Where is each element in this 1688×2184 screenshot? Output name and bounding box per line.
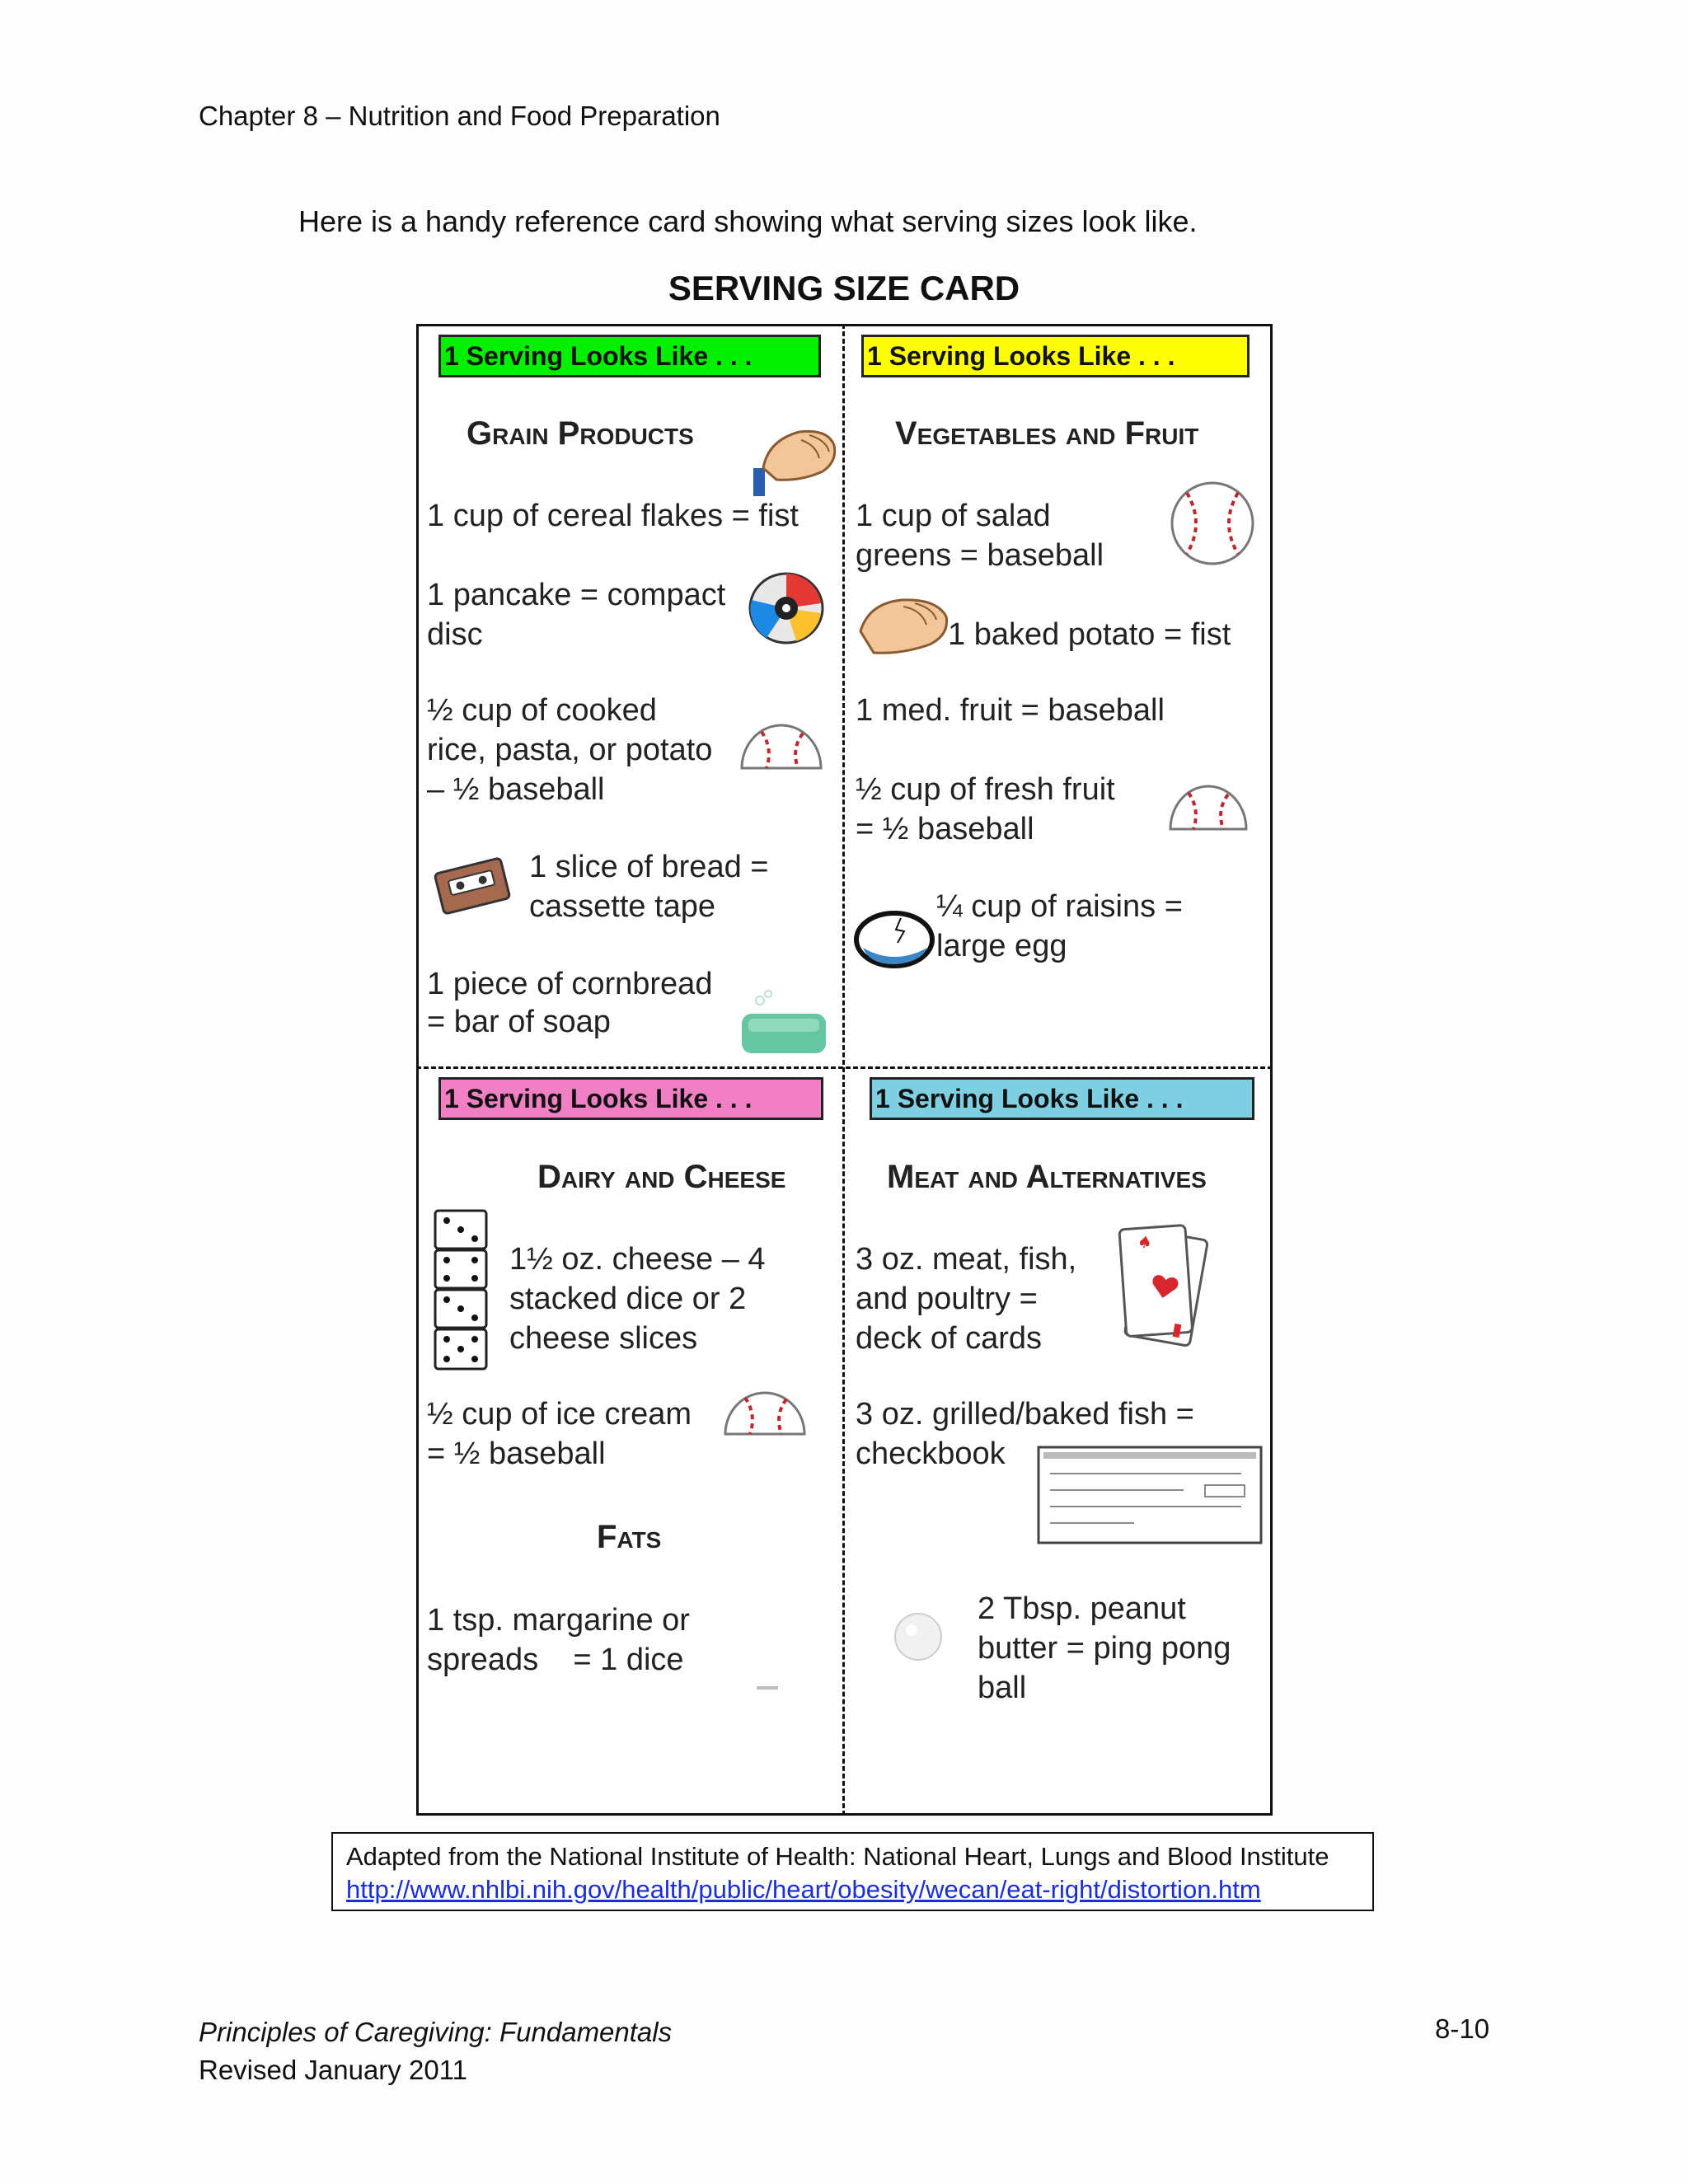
grain-item: 1 pancake = compact xyxy=(427,578,726,612)
meat-item: 3 oz. grilled/baked fish = xyxy=(856,1397,1194,1432)
grain-item: 1 slice of bread = xyxy=(529,850,769,884)
dairy-title: Dairy and Cheese xyxy=(537,1159,786,1195)
compact-disc-icon xyxy=(747,570,826,646)
dairy-item: cheese slices xyxy=(509,1321,698,1356)
grain-item: = bar of soap xyxy=(427,1005,611,1039)
page-number: 8-10 xyxy=(1435,2013,1490,2044)
meat-item: 2 Tbsp. peanut xyxy=(978,1591,1186,1626)
meat-item: butter = ping pong xyxy=(978,1631,1231,1666)
meat-item: and poultry = xyxy=(856,1282,1038,1316)
half-baseball-icon xyxy=(738,722,824,770)
svg-text:♠: ♠ xyxy=(1136,1230,1154,1254)
grain-item: – ½ baseball xyxy=(427,772,605,807)
dairy-item: stacked dice or 2 xyxy=(509,1282,747,1316)
playing-cards-icon xyxy=(1113,1224,1215,1359)
fist-icon xyxy=(752,425,839,498)
fist-icon xyxy=(856,595,951,664)
fats-item: 1 tsp. margarine or xyxy=(427,1603,690,1638)
veg-item: 1 med. fruit = baseball xyxy=(856,693,1165,728)
half-baseball-icon xyxy=(722,1390,808,1436)
vegetables-title: Vegetables and Fruit xyxy=(895,415,1199,452)
meat-item: 3 oz. meat, fish, xyxy=(856,1242,1077,1277)
grain-item: cassette tape xyxy=(529,889,716,924)
veg-item: ¼ cup of raisins = xyxy=(936,889,1183,924)
baseball-icon xyxy=(1169,480,1256,567)
meat-title: Meat and Alternatives xyxy=(887,1159,1207,1195)
soap-bar-icon xyxy=(740,989,828,1057)
meat-item: checkbook xyxy=(856,1436,1006,1471)
source-attribution: Adapted from the National Institute of Health: National Heart, Lungs and Blood Institute xyxy=(346,1842,1329,1871)
stacked-dice-icon xyxy=(430,1207,491,1374)
footer-title: Principles of Caregiving: Fundamentals xyxy=(199,2017,673,2047)
veg-item: = ½ baseball xyxy=(856,812,1034,846)
veg-item: ½ cup of fresh fruit xyxy=(856,772,1115,807)
horizontal-divider xyxy=(416,1066,1273,1069)
meat-item: ball xyxy=(978,1671,1027,1705)
banner-grain: 1 Serving Looks Like . . . xyxy=(438,335,821,377)
meat-item: deck of cards xyxy=(856,1321,1042,1356)
grain-item: disc xyxy=(427,617,483,652)
ping-pong-ball-icon xyxy=(892,1610,945,1663)
grain-item: 1 cup of cereal flakes = fist xyxy=(427,499,799,533)
vertical-divider xyxy=(842,324,845,1816)
dice-icon xyxy=(755,1685,780,1691)
grain-item: rice, pasta, or potato xyxy=(427,733,713,767)
cassette-tape-icon xyxy=(434,852,511,920)
intro-text: Here is a handy reference card showing what serving sizes look like. xyxy=(298,204,1198,238)
grain-item: 1 piece of cornbread xyxy=(427,967,713,1001)
half-baseball-icon xyxy=(1167,783,1250,831)
veg-item: 1 baked potato = fist xyxy=(948,617,1231,652)
chapter-header: Chapter 8 – Nutrition and Food Preparation xyxy=(199,101,720,131)
banner-dairy: 1 Serving Looks Like . . . xyxy=(438,1077,823,1120)
fats-title: Fats xyxy=(597,1519,662,1555)
dairy-item: = ½ baseball xyxy=(427,1436,606,1471)
footer xyxy=(199,2013,672,2089)
dairy-item: ½ cup of ice cream xyxy=(427,1397,692,1432)
source-link[interactable]: http://www.nhlbi.nih.gov/health/public/heart/obesity/wecan/eat-right/distortion.htm xyxy=(346,1875,1261,1904)
footer-revised: Revised January 2011 xyxy=(199,2055,467,2085)
grain-item: ½ cup of cooked xyxy=(427,693,657,728)
veg-item: greens = baseball xyxy=(856,538,1104,573)
egg-icon xyxy=(851,907,940,971)
grain-title: Grain Products xyxy=(467,415,694,452)
banner-vegetables: 1 Serving Looks Like . . . xyxy=(861,335,1250,377)
dairy-item: 1½ oz. cheese – 4 xyxy=(509,1242,766,1277)
source-text xyxy=(346,1840,1329,1906)
fats-item: spreads = 1 dice xyxy=(427,1643,684,1677)
card-title: SERVING SIZE CARD xyxy=(668,269,1020,307)
checkbook-icon xyxy=(1035,1444,1264,1546)
veg-item: 1 cup of salad xyxy=(856,499,1051,533)
banner-meat: 1 Serving Looks Like . . . xyxy=(870,1077,1254,1120)
veg-item: large egg xyxy=(936,929,1067,963)
